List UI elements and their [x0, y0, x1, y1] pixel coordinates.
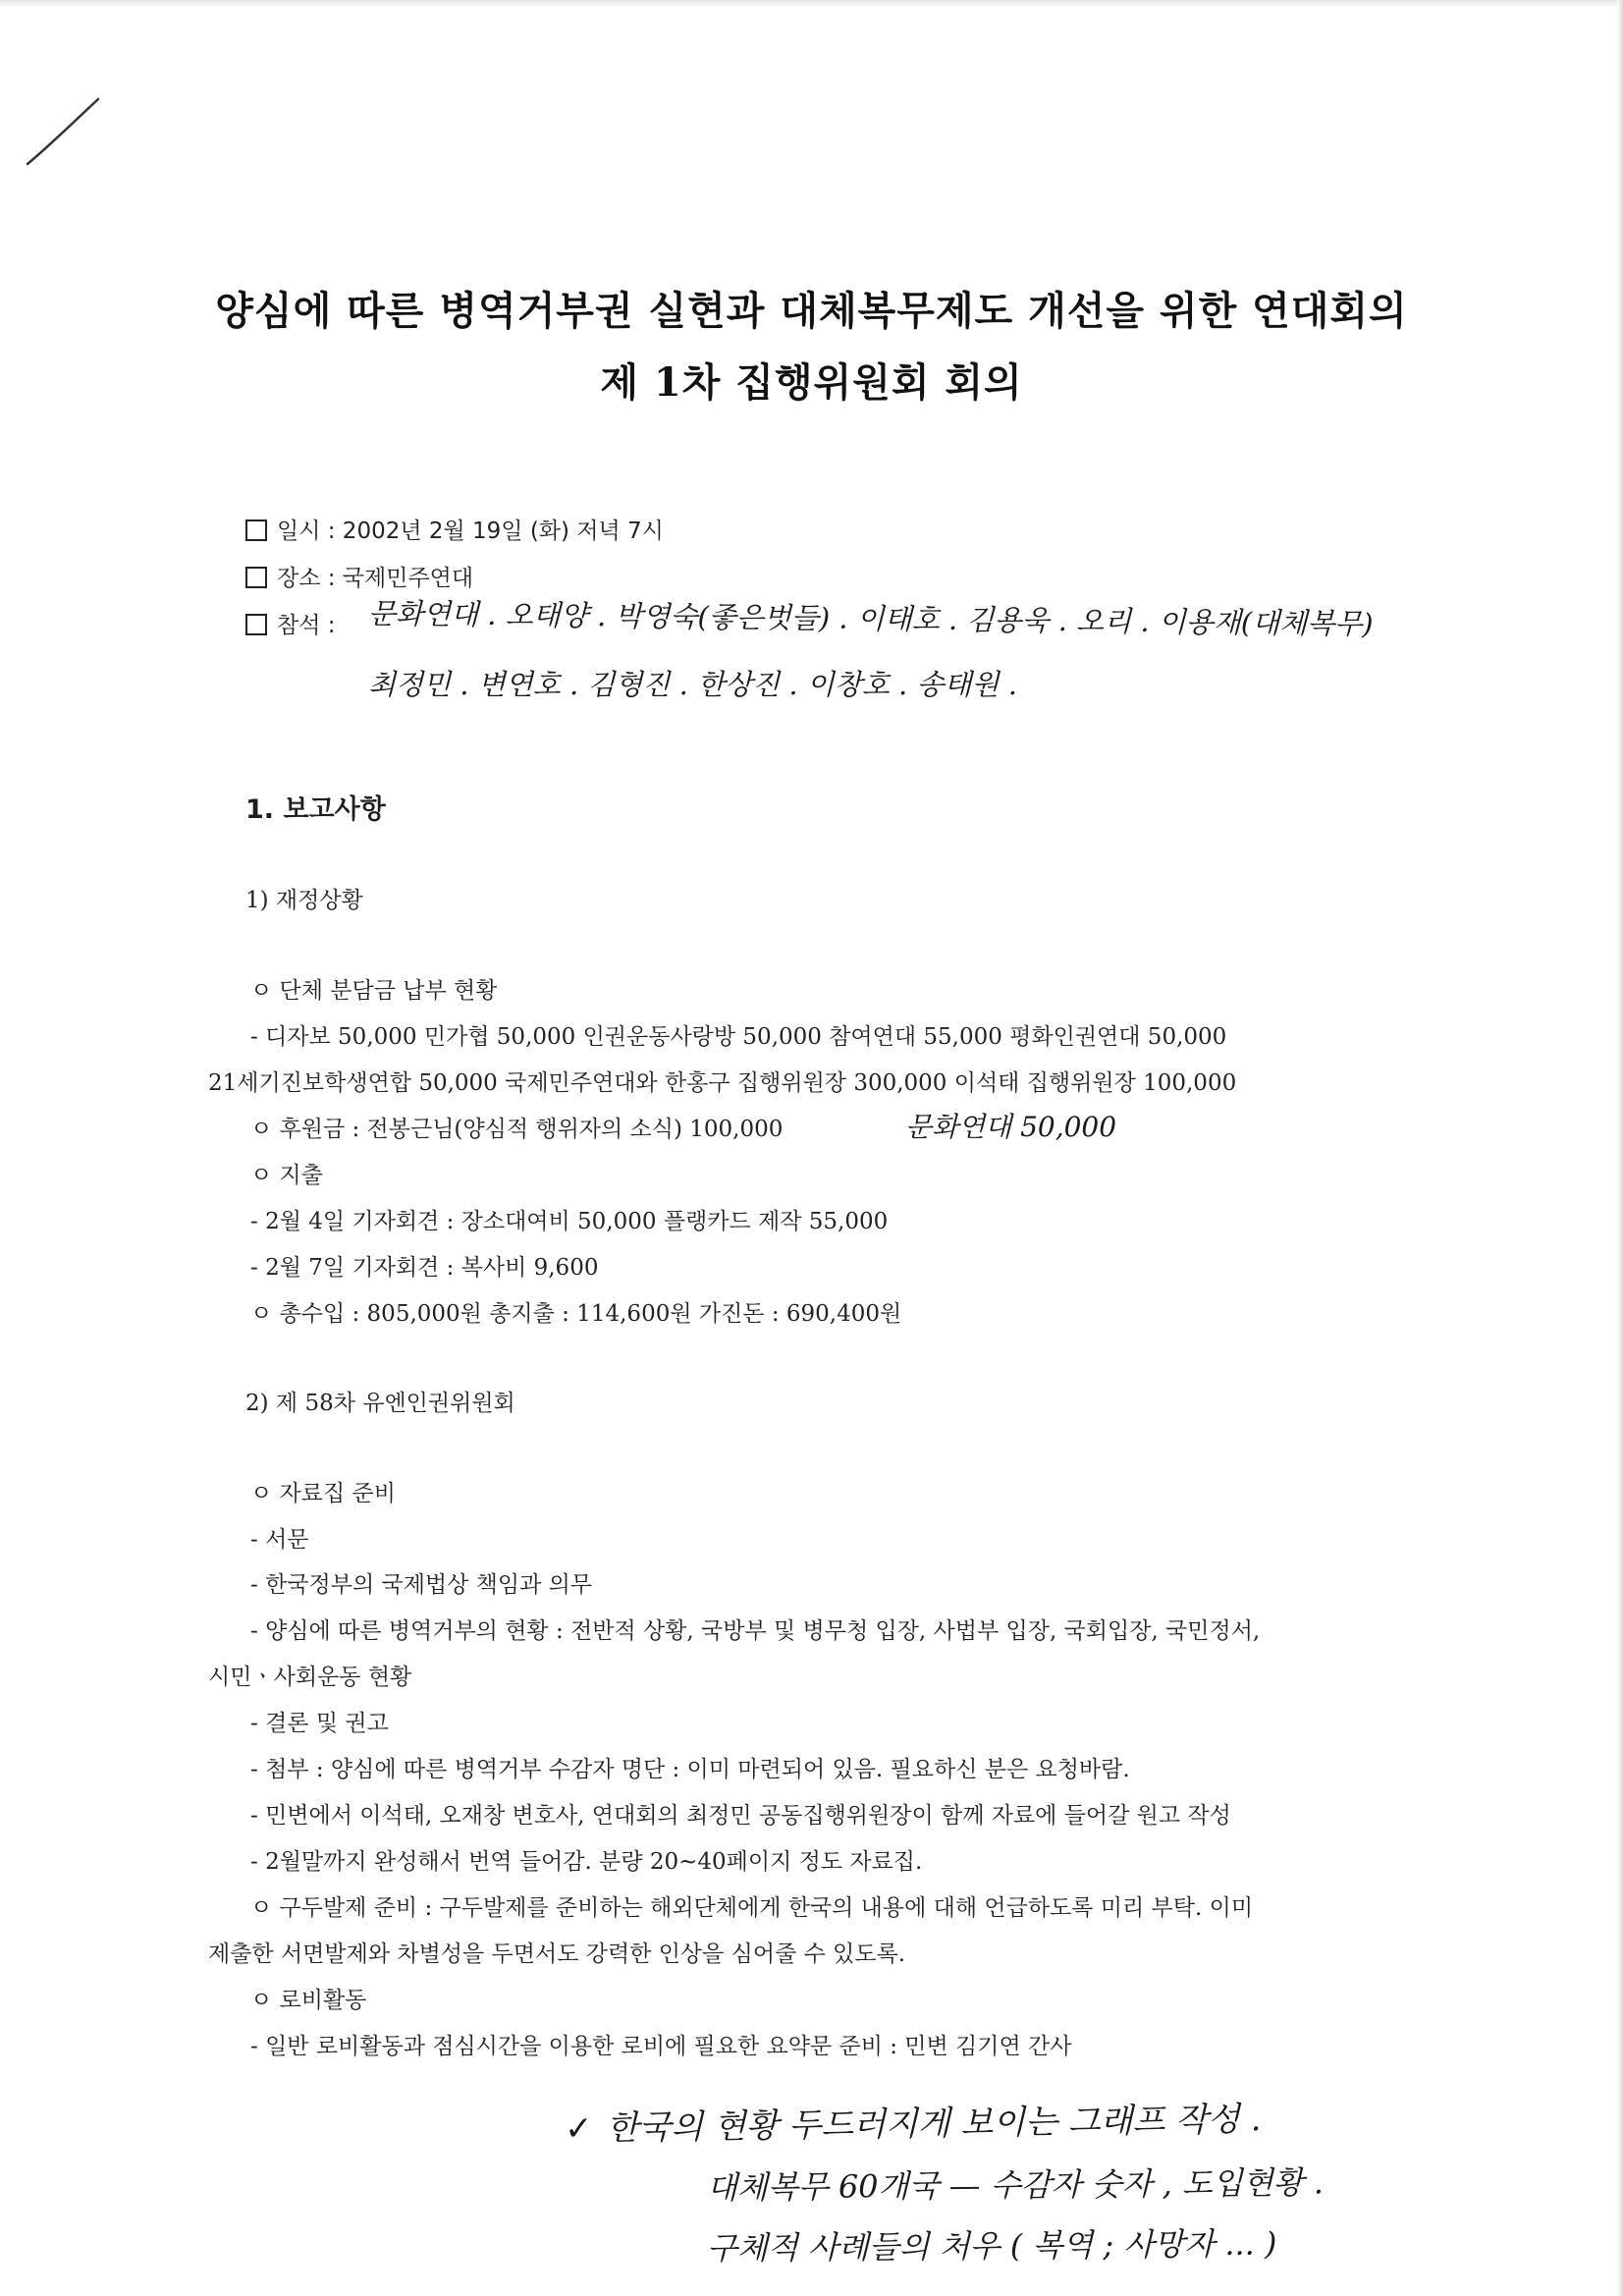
body-line: - 민변에서 이석태, 오재창 변호사, 연대회의 최정민 공동집행위원장이 함께 자료에 들어갈 원고 작성 [250, 1803, 1231, 1829]
body-line: 21세기진보학생연합 50,000 국제민주연대와 한홍구 집행위원장 300,000 이석태 집행위원장 100,000 [208, 1070, 1237, 1096]
body-line: ㅇ 총수입 : 805,000원 총지출 : 114,600원 가진돈 : 690,400원 [250, 1301, 902, 1327]
body-line: ㅇ 구두발제 준비 : 구두발제를 준비하는 해외단체에게 한국의 내용에 대해 언급하도록 미리 부탁. 이미 [250, 1895, 1254, 1921]
body-line: ㅇ 로비활동 [250, 1988, 367, 2013]
donation-handwritten: 문화연대 50,000 [905, 1111, 1117, 1143]
handwritten-note-2: 대체복무 60개국 — 수감자 숫자 , 도입현황 . [706, 2163, 1325, 2207]
scan-top-shadow [0, 0, 1623, 8]
meta-date-row [245, 513, 664, 545]
attendees-handwritten-1: 문화연대 . 오태양 . 박영숙(좋은벗들) . 이태호 . 김용욱 . 오리 . 이용재(대체복무) [367, 596, 1374, 641]
body-line: 1) 재정상황 [245, 888, 363, 913]
body-line: - 2월말까지 완성해서 번역 들어감. 분량 20~40페이지 정도 자료집. [250, 1849, 923, 1875]
body-line: - 양심에 따른 병역거부의 현황 : 전반적 상황, 국방부 및 병무청 입장, 사법부 입장, 국회입장, 국민정서, [250, 1618, 1261, 1644]
body-line: ㅇ 후원금 : 전봉근님(양심적 행위자의 소식) 100,000 [250, 1117, 784, 1142]
checkmark-icon: ✓ [564, 2108, 593, 2149]
section-report-title: 1. 보고사항 [245, 794, 386, 825]
body-line: - 2월 7일 기자회견 : 복사비 9,600 [250, 1255, 599, 1281]
handwritten-note-3: 구체적 사례들의 처우 ( 복역 ; 사망자 ... ) [706, 2224, 1277, 2268]
handwritten-note-1 [565, 2092, 1262, 2150]
handwritten-note-1-text: 한국의 현황 두드러지게 보이는 그래프 작성 . [606, 2100, 1262, 2149]
body-line: - 2월 4일 기자회견 : 장소대여비 50,000 플랭카드 제작 55,000 [250, 1209, 889, 1234]
body-line: 2) 제 58차 유엔인권위원회 [245, 1391, 515, 1416]
meta-place-row [245, 560, 473, 592]
pen-slash-mark [22, 93, 110, 172]
document-title: 양심에 따른 병역거부권 실현과 대체복무제도 개선을 위한 연대회의 [215, 288, 1408, 334]
checkbox-icon [245, 567, 267, 588]
scan-right-edge [1617, 0, 1623, 2296]
body-line: - 결론 및 권고 [250, 1711, 389, 1736]
meta-attendees-row [245, 607, 336, 639]
meta-date: 일시 : 2002년 2월 19일 (화) 저녁 7시 [277, 519, 664, 544]
meeting-subtitle: 제 1차 집행위원회 회의 [600, 359, 1023, 406]
meta-place: 장소 : 국제민주연대 [277, 566, 474, 591]
checkbox-icon [245, 519, 267, 541]
body-line: - 서문 [250, 1527, 309, 1553]
attendees-handwritten-2: 최정민 . 변연호 . 김형진 . 한상진 . 이창호 . 송태원 . [368, 668, 1017, 701]
body-line: - 일반 로비활동과 점심시간을 이용한 로비에 필요한 요약문 준비 : 민변 김기연 간사 [250, 2034, 1072, 2059]
body-line: 시민ㆍ사회운동 현황 [208, 1665, 412, 1690]
body-line: - 디자보 50,000 민가협 50,000 인권운동사랑방 50,000 참여연대 55,000 평화인권연대 50,000 [250, 1024, 1227, 1050]
body-line: ㅇ 자료집 준비 [250, 1481, 396, 1506]
body-line: - 첨부 : 양심에 따른 병역거부 수감자 명단 : 이미 마련되어 있음. 필요하신 분은 요청바람. [250, 1757, 1130, 1782]
body-line: ㅇ 지출 [250, 1163, 323, 1188]
body-line: ㅇ 단체 분담금 납부 현황 [250, 978, 498, 1004]
body-line: - 한국정부의 국제법상 책임과 의무 [250, 1572, 593, 1598]
checkbox-icon [245, 614, 267, 635]
meta-attendees-label: 참석 : [277, 613, 336, 638]
body-line: 제출한 서면발제와 차별성을 두면서도 강력한 인상을 심어줄 수 있도록. [208, 1941, 906, 1967]
